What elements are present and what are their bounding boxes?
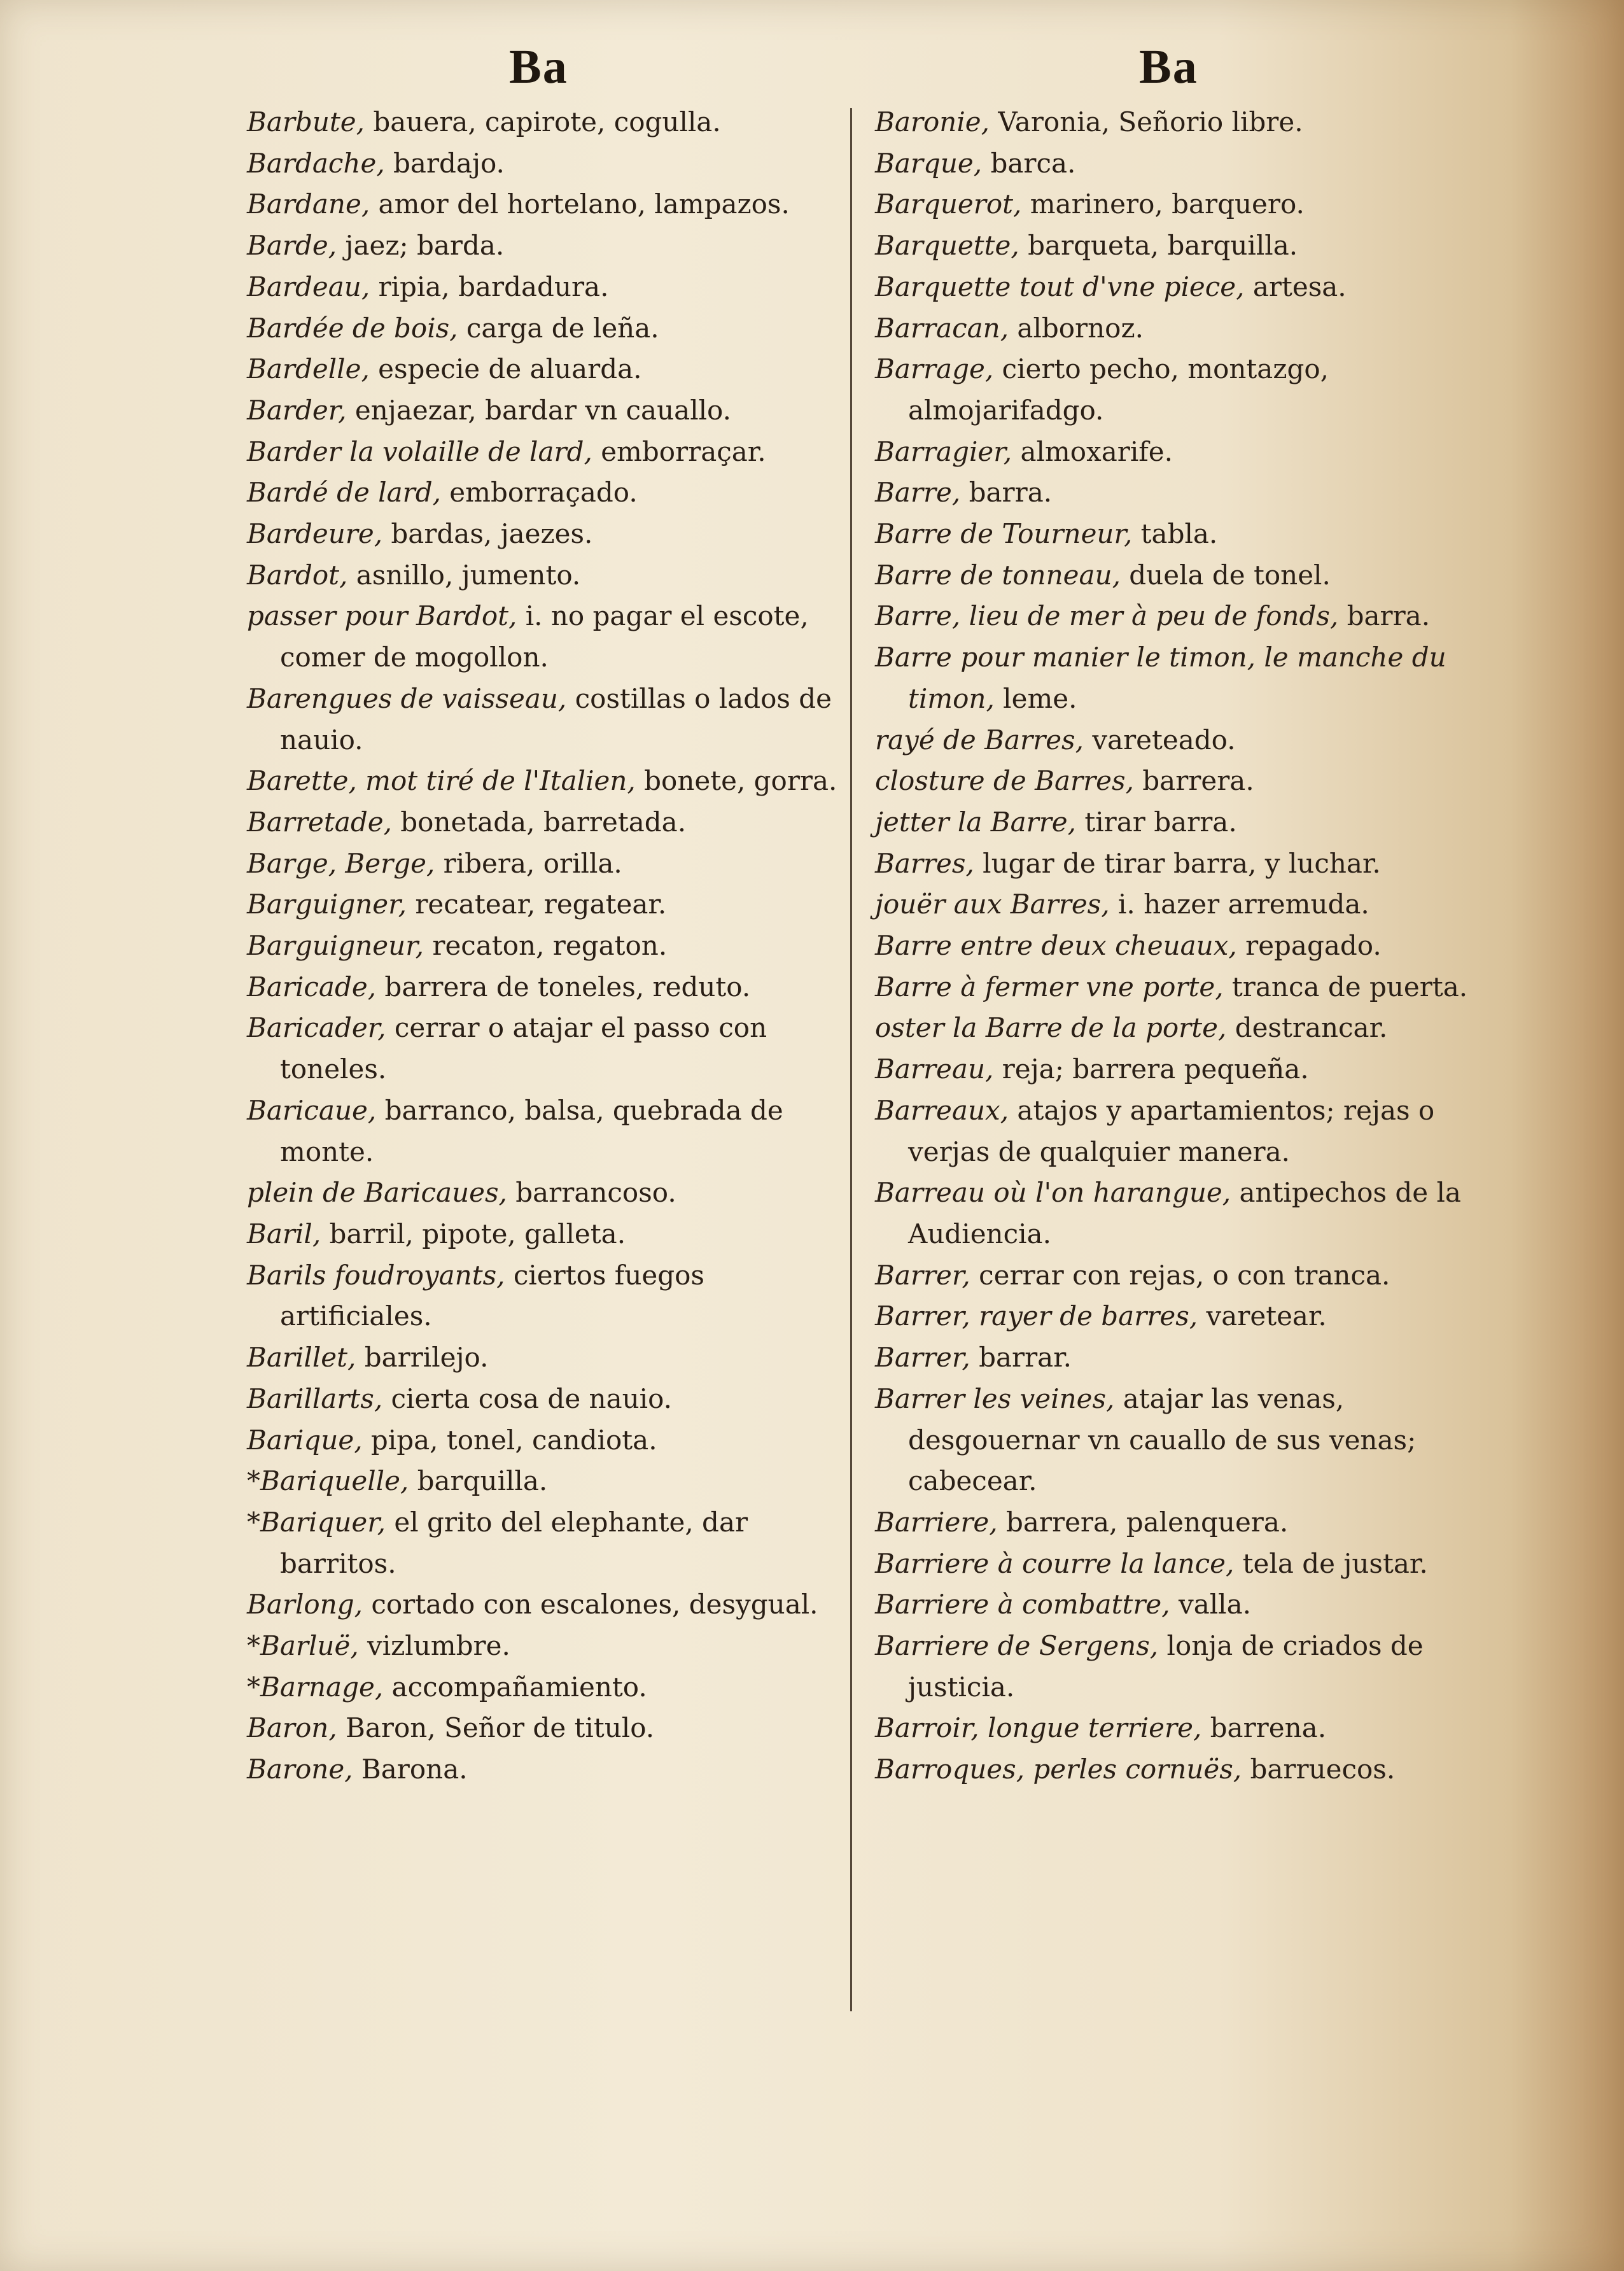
entry-translation: enjaezar, bardar vn cauallo.	[346, 394, 731, 426]
entry-headword: Bardelle,	[247, 353, 370, 385]
dictionary-entry	[247, 1090, 839, 1172]
entry-headword: Bardé de lard,	[247, 477, 441, 509]
dictionary-entry	[247, 390, 839, 432]
dictionary-entry	[875, 843, 1486, 885]
dictionary-entry	[875, 884, 1486, 925]
entry-headword: Barre de tonneau,	[875, 559, 1121, 591]
entry-translation: costillas o lados de nauio.	[280, 682, 832, 756]
dictionary-entry	[247, 1214, 839, 1255]
dictionary-entry	[875, 1708, 1486, 1749]
entry-headword: Barracan,	[875, 312, 1009, 344]
entry-translation: cerrar o atajar el passo con toneles.	[280, 1012, 767, 1085]
dictionary-entry	[247, 1461, 839, 1502]
entry-headword: Barreaux,	[875, 1094, 1009, 1126]
dictionary-entry	[875, 472, 1486, 514]
dictionary-entry	[875, 267, 1486, 308]
entry-headword: Barre,	[875, 477, 961, 509]
entry-translation: vizlumbre.	[358, 1630, 510, 1662]
right-column	[875, 102, 1486, 1790]
entry-translation: barril, pipote, galleta.	[321, 1218, 626, 1249]
entry-translation: el grito del elephante, dar barritos.	[280, 1506, 748, 1579]
entry-headword: Barreau où l'on harangue,	[875, 1177, 1231, 1209]
entry-translation: carga de leña.	[458, 312, 659, 344]
column-divider	[850, 108, 852, 2011]
entry-translation: barrancoso.	[507, 1177, 676, 1209]
entry-headword: plein de Baricaues,	[247, 1177, 507, 1209]
entry-headword: Barder,	[247, 394, 347, 426]
entry-translation: valla.	[1170, 1589, 1251, 1621]
dictionary-entry	[875, 596, 1486, 637]
entry-translation: i. no pagar el escote, comer de mogollon.	[280, 600, 809, 673]
entry-translation: almoxarife.	[1012, 435, 1173, 467]
entry-headword: *Bariquer,	[247, 1506, 386, 1538]
entry-headword: Bardot,	[247, 559, 348, 591]
entry-headword: Barretade,	[247, 806, 392, 838]
entry-headword: Barette, mot tiré de l'Italien,	[247, 765, 636, 797]
dictionary-entry	[875, 308, 1486, 349]
dictionary-entry	[875, 514, 1486, 555]
dictionary-entry	[875, 1749, 1486, 1790]
dictionary-entry	[247, 555, 839, 596]
entry-translation: destrancar.	[1226, 1012, 1388, 1044]
entry-translation: leme.	[994, 682, 1077, 714]
entry-headword: Barrer,	[875, 1259, 970, 1291]
entry-translation: lonja de criados de justicia.	[908, 1630, 1424, 1703]
dictionary-entry	[247, 802, 839, 843]
entry-translation: vareteado.	[1083, 724, 1236, 756]
entry-headword: Baricade,	[247, 971, 377, 1002]
entry-translation: atajar las venas, desgouernar vn cauallo de sus venas; cabecear.	[908, 1382, 1417, 1497]
entry-translation: Barona.	[353, 1754, 468, 1785]
entry-headword: rayé de Barres,	[875, 724, 1084, 756]
entry-translation: barca.	[982, 147, 1076, 179]
entry-headword: Barres,	[875, 847, 974, 879]
dictionary-entry	[247, 1667, 839, 1708]
entry-translation: atajos y apartamientos; rejas o verjas de qualquier manera.	[908, 1094, 1435, 1167]
entry-translation: barquilla.	[409, 1465, 548, 1497]
entry-headword: Barriere,	[875, 1506, 998, 1538]
dictionary-entry	[247, 761, 839, 802]
entry-translation: Baron, Señor de titulo.	[337, 1712, 655, 1744]
entry-translation: cortado con escalones, desygual.	[363, 1589, 818, 1621]
entry-headword: Barre de Tourneur,	[875, 518, 1133, 550]
entry-headword: closture de Barres,	[875, 765, 1134, 797]
dictionary-entry	[875, 761, 1486, 802]
entry-translation: artesa.	[1244, 271, 1347, 302]
entry-translation: asnillo, jumento.	[347, 559, 581, 591]
entry-headword: Barriere de Sergens,	[875, 1630, 1159, 1662]
entry-headword: Bardache,	[247, 147, 385, 179]
entry-translation: antipechos de la Audiencia.	[908, 1177, 1461, 1249]
entry-headword: jetter la Barre,	[875, 806, 1077, 838]
entry-translation: cierta cosa de nauio.	[382, 1382, 673, 1414]
left-column	[247, 102, 839, 1790]
dictionary-entry	[247, 267, 839, 308]
entry-translation: barranco, balsa, quebrada de monte.	[280, 1094, 783, 1167]
entry-translation: ripia, bardadura.	[370, 271, 609, 302]
dictionary-entry	[247, 1255, 839, 1337]
entry-headword: oster la Barre de la porte,	[875, 1012, 1227, 1044]
entry-headword: Barillet,	[247, 1342, 356, 1374]
dictionary-entry	[875, 1626, 1486, 1708]
entry-headword: Bardeau,	[247, 271, 370, 302]
entry-translation: albornoz.	[1009, 312, 1144, 344]
dictionary-entry	[875, 1255, 1486, 1297]
dictionary-entry	[247, 349, 839, 390]
dictionary-entry	[247, 1749, 839, 1790]
dictionary-entry	[875, 802, 1486, 843]
entry-translation: reja; barrera pequeña.	[993, 1053, 1309, 1085]
dictionary-entry	[875, 967, 1486, 1008]
dictionary-entry	[247, 432, 839, 473]
entry-translation: barqueta, barquilla.	[1019, 230, 1298, 262]
entry-headword: Baronie,	[875, 106, 990, 137]
dictionary-entry	[875, 1584, 1486, 1626]
entry-headword: Barquette tout d'vne piece,	[875, 271, 1245, 302]
entry-translation: amor del hortelano, lampazos.	[370, 188, 790, 220]
entry-headword: Barrage,	[875, 353, 994, 385]
dictionary-entry	[875, 1008, 1486, 1049]
dictionary-entry	[247, 843, 839, 885]
entry-translation: barrera, palenquera.	[997, 1506, 1289, 1538]
entry-translation: jaez; barda.	[337, 230, 505, 262]
dictionary-entry	[247, 1502, 839, 1584]
entry-headword: Barrer,	[875, 1342, 970, 1374]
dictionary-entry	[247, 143, 839, 185]
entry-headword: Barguigneur,	[247, 930, 424, 962]
entry-translation: emborraçar.	[592, 435, 766, 467]
dictionary-entry	[247, 1708, 839, 1749]
dictionary-entry	[247, 514, 839, 555]
entry-headword: Baricader,	[247, 1012, 386, 1044]
dictionary-entry	[875, 925, 1486, 967]
entry-translation: bauera, capirote, cogulla.	[365, 106, 721, 137]
entry-translation: especie de aluarda.	[369, 353, 642, 385]
entry-translation: bardas, jaezes.	[382, 518, 593, 550]
dictionary-entry	[247, 1379, 839, 1420]
entry-headword: Barroir, longue terriere,	[875, 1712, 1202, 1744]
entry-headword: *Barluë,	[247, 1630, 359, 1662]
dictionary-entry	[875, 225, 1486, 267]
entry-translation: cierto pecho, montazgo, almojarifadgo.	[908, 353, 1329, 426]
entry-headword: Bardane,	[247, 188, 370, 220]
entry-translation: repagado.	[1236, 930, 1382, 962]
entry-headword: Barquerot,	[875, 188, 1022, 220]
entry-headword: Barbute,	[247, 106, 365, 137]
entry-headword: Barrer, rayer de barres,	[875, 1300, 1198, 1332]
entry-headword: Barge, Berge,	[247, 847, 435, 879]
dictionary-entry	[247, 225, 839, 267]
entry-translation: recatear, regatear.	[406, 889, 667, 920]
entry-headword: Bardée de bois,	[247, 312, 458, 344]
entry-headword: Barque,	[875, 147, 983, 179]
entry-translation: barrera de toneles, reduto.	[376, 971, 751, 1002]
dictionary-entry	[247, 184, 839, 225]
entry-translation: duela de tonel.	[1120, 559, 1331, 591]
entry-translation: bardajo.	[384, 147, 505, 179]
dictionary-entry	[875, 143, 1486, 185]
entry-translation: barruecos.	[1242, 1754, 1396, 1785]
entry-translation: bonetada, barretada.	[391, 806, 687, 838]
entry-translation: accompañamiento.	[383, 1671, 647, 1703]
dictionary-entry	[875, 1502, 1486, 1543]
dictionary-entry	[247, 308, 839, 349]
entry-translation: barrar.	[970, 1342, 1072, 1374]
entry-headword: Barriere à combattre,	[875, 1589, 1170, 1621]
dictionary-entry	[875, 349, 1486, 431]
entry-headword: Baril,	[247, 1218, 321, 1249]
dictionary-entry	[247, 472, 839, 514]
dictionary-entry	[875, 102, 1486, 143]
entry-headword: Barquette,	[875, 230, 1019, 262]
entry-translation: recaton, regaton.	[424, 930, 668, 962]
dictionary-entry	[247, 967, 839, 1008]
entry-headword: Barroques, perles cornuës,	[875, 1754, 1242, 1785]
dictionary-entry	[247, 884, 839, 925]
entry-headword: Barique,	[247, 1424, 363, 1456]
running-head-left: Ba	[509, 40, 568, 94]
entry-headword: *Barnage,	[247, 1671, 384, 1703]
entry-headword: Barre entre deux cheuaux,	[875, 930, 1237, 962]
entry-translation: barrera.	[1133, 765, 1254, 797]
entry-headword: Barre à fermer vne porte,	[875, 971, 1224, 1002]
running-head-right: Ba	[1139, 40, 1198, 94]
dictionary-entry	[875, 1172, 1486, 1255]
entry-headword: Barone,	[247, 1754, 353, 1785]
entry-headword: Barragier,	[875, 435, 1012, 467]
dictionary-entry	[247, 678, 839, 761]
entry-translation: emborraçado.	[440, 477, 638, 509]
dictionary-entry	[247, 925, 839, 967]
entry-translation: Varonia, Señorio libre.	[989, 106, 1303, 137]
dictionary-entry	[875, 432, 1486, 473]
entry-headword: Barreau,	[875, 1053, 994, 1085]
entry-translation: tela de justar.	[1234, 1547, 1428, 1579]
entry-translation: ciertos fuegos artificiales.	[280, 1259, 704, 1332]
dictionary-entry	[247, 102, 839, 143]
dictionary-entry	[247, 596, 839, 678]
entry-translation: ribera, orilla.	[435, 847, 622, 879]
entry-headword: Barengues de vaisseau,	[247, 682, 567, 714]
dictionary-entry	[875, 1090, 1486, 1172]
entry-translation: lugar de tirar barra, y luchar.	[974, 847, 1381, 879]
entry-translation: barra.	[1338, 600, 1431, 632]
entry-headword: *Bariquelle,	[247, 1465, 409, 1497]
entry-headword: Barder la volaille de lard,	[247, 435, 592, 467]
entry-headword: Bardeure,	[247, 518, 383, 550]
entry-translation: tranca de puerta.	[1223, 971, 1468, 1002]
entry-headword: Barre, lieu de mer à peu de fonds,	[875, 600, 1339, 632]
entry-translation: tirar barra.	[1076, 806, 1237, 838]
entry-headword: Baricaue,	[247, 1094, 377, 1126]
entry-translation: bonete, gorra.	[635, 765, 837, 797]
entry-translation: barra.	[960, 477, 1053, 509]
entry-translation: varetear.	[1198, 1300, 1327, 1332]
dictionary-entry	[247, 1008, 839, 1090]
entry-headword: Barillarts,	[247, 1382, 383, 1414]
entry-headword: Barre pour manier le timon, le manche du timon,	[875, 642, 1446, 714]
entry-translation: tabla.	[1132, 518, 1218, 550]
dictionary-entry	[875, 720, 1486, 761]
dictionary-entry	[875, 555, 1486, 596]
dictionary-entry	[247, 1337, 839, 1379]
dictionary-entry	[875, 1296, 1486, 1337]
entry-headword: Barrer les veines,	[875, 1382, 1115, 1414]
entry-translation: barrilejo.	[356, 1342, 489, 1374]
dictionary-entry	[875, 1543, 1486, 1585]
dictionary-entry	[247, 1420, 839, 1461]
entry-headword: Barils foudroyants,	[247, 1259, 505, 1291]
entry-headword: Barguigner,	[247, 889, 407, 920]
entry-headword: Barlong,	[247, 1589, 363, 1621]
dictionary-entry	[247, 1584, 839, 1626]
dictionary-entry	[875, 1337, 1486, 1379]
entry-translation: barrena.	[1201, 1712, 1327, 1744]
dictionary-entry	[247, 1626, 839, 1667]
dictionary-entry	[875, 1049, 1486, 1090]
dictionary-entry	[875, 637, 1486, 719]
dictionary-entry	[875, 1379, 1486, 1502]
entry-translation: cerrar con rejas, o con tranca.	[970, 1259, 1390, 1291]
entry-headword: Barde,	[247, 230, 337, 262]
entry-headword: jouër aux Barres,	[875, 889, 1110, 920]
entry-headword: Barriere à courre la lance,	[875, 1547, 1235, 1579]
entry-headword: Baron,	[247, 1712, 337, 1744]
dictionary-entry	[875, 184, 1486, 225]
entry-translation: pipa, tonel, candiota.	[362, 1424, 657, 1456]
entry-headword: passer pour Bardot,	[247, 600, 517, 632]
entry-translation: i. hazer arremuda.	[1109, 889, 1369, 920]
entry-translation: marinero, barquero.	[1021, 188, 1305, 220]
dictionary-entry	[247, 1172, 839, 1214]
